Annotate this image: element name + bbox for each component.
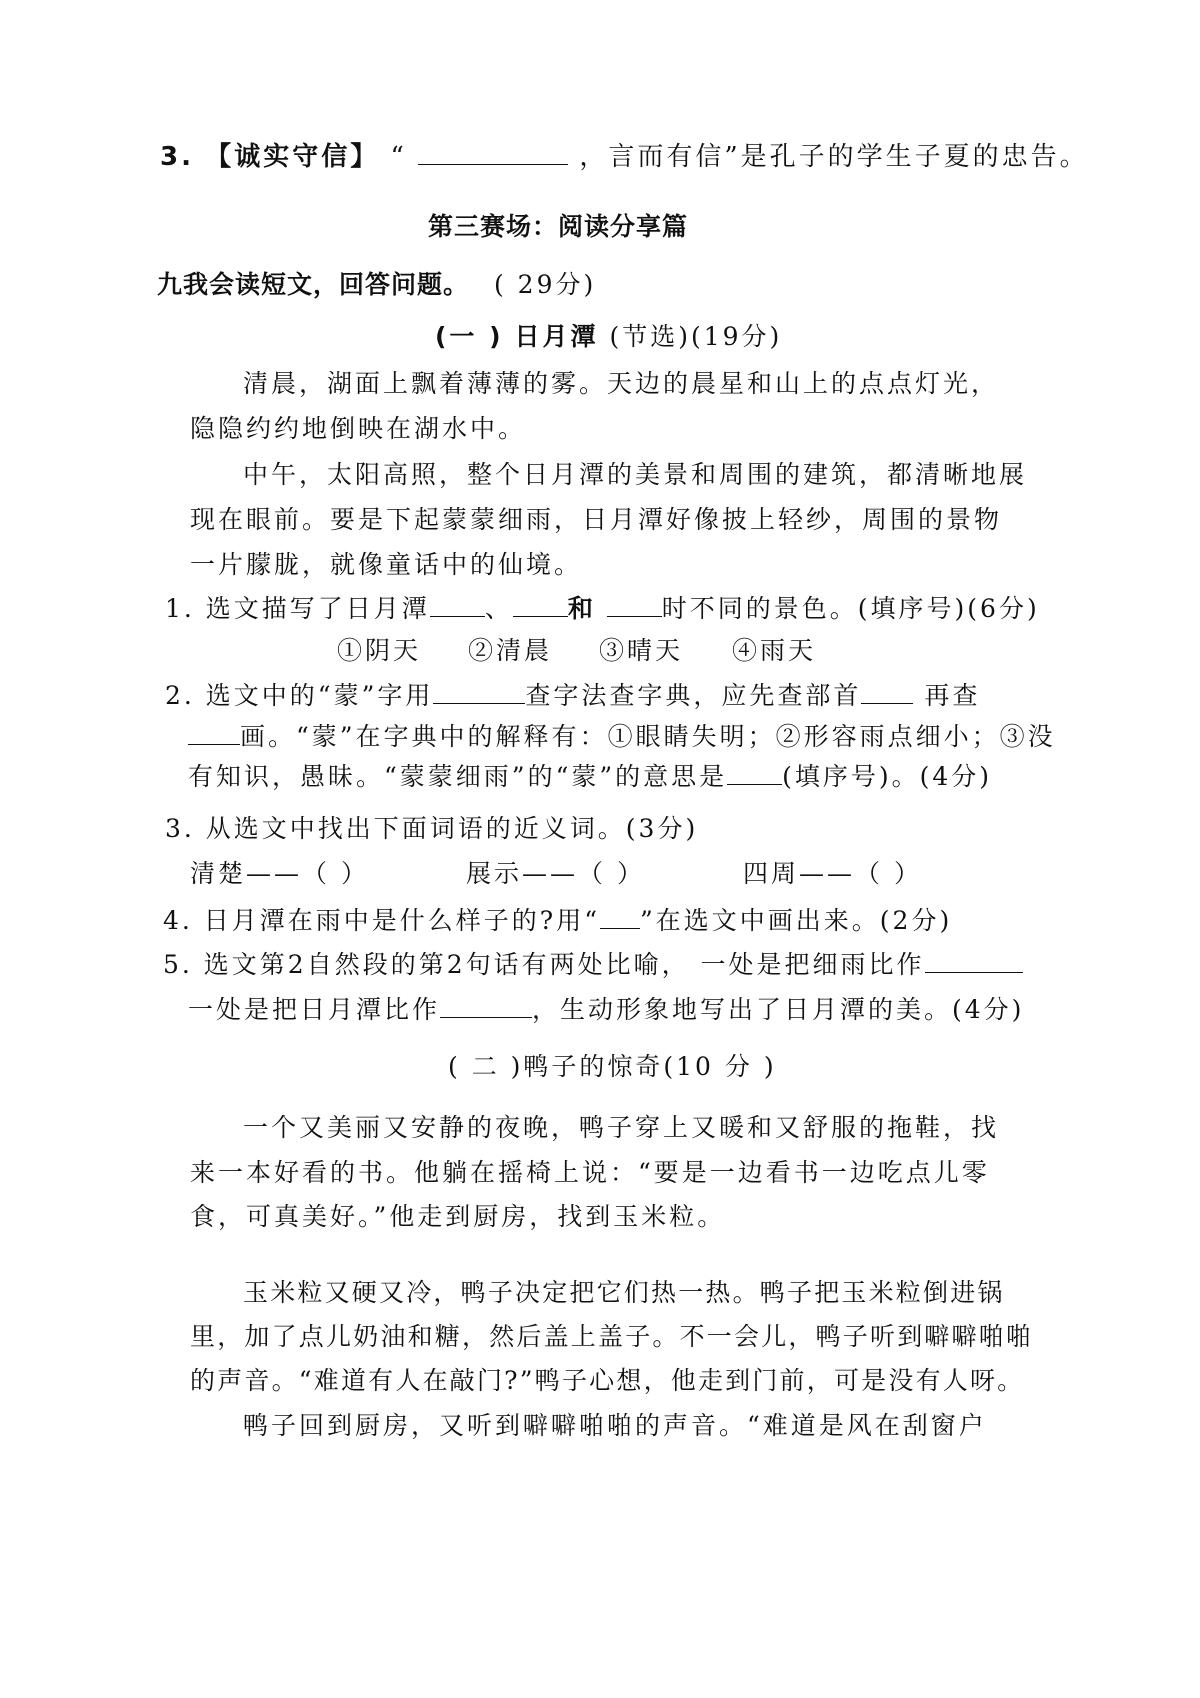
part9-heading (157, 268, 596, 302)
q3-answer-blank[interactable] (418, 140, 568, 165)
q2-blank-2[interactable] (861, 679, 913, 704)
part9-title: 九我会读短文，回答问题。 (157, 270, 470, 299)
passage1-line: 隐隐约约地倒映在湖水中。 (190, 414, 527, 443)
passage2-line: 里，加了点儿奶油和糖，然后盖上盖子。不一会儿，鸭子听到噼噼啪啪 (190, 1322, 1034, 1351)
passage2-line: 的声音。“难道有人在敲门?”鸭子心想，他走到门前，可是没有人呀。 (190, 1366, 1025, 1395)
passage1-title (435, 320, 782, 354)
question-2-cont: 画。“蒙”在字典中的解释有：①眼睛失明；②形容雨点细小；③没 (188, 720, 1056, 754)
q1-option: ②清晨 (468, 636, 553, 665)
passage1-line: 一片朦胧，就像童话中的仙境。 (190, 550, 583, 579)
part9-score: ( 29分) (493, 270, 597, 299)
q2-blank-4[interactable] (727, 760, 782, 785)
q3-rest: ，言而有信”是孔子的学生子夏的忠告。 (579, 142, 1089, 172)
q1-option: ③晴天 (599, 636, 684, 665)
q1-blank-2[interactable] (513, 592, 568, 617)
q1-option: ①阴天 (337, 636, 422, 665)
q1-blank-3[interactable] (607, 592, 662, 617)
question-4: 4. 日月潭在雨中是什么样子的?用“ ”在选文中画出来。(2分) (163, 906, 953, 935)
passage1-line: 中午，太阳高照，整个日月潭的美景和周围的建筑，都清晰地展 (243, 460, 1028, 489)
q3-line (160, 140, 1089, 174)
passage2-line: 一个又美丽又安静的夜晚，鸭子穿上又暖和又舒服的拖鞋，找 (243, 1113, 1000, 1142)
q3-synonym-item[interactable]: 展示——（ ） (466, 859, 645, 888)
passage1-title-num: (一 ) (435, 322, 504, 351)
q1-blank-1[interactable] (430, 592, 485, 617)
passage2-line: 玉米粒又硬又冷，鸭子决定把它们热一热。鸭子把玉米粒倒进锅 (243, 1278, 1005, 1307)
passage1-title-name: 日月潭 (514, 322, 599, 351)
question-3-title: 3. 从选文中找出下面词语的近义词。(3分) (165, 814, 699, 843)
section-title: 第三赛场：阅读分享篇 (428, 212, 689, 241)
question-1: 1. 选文描写了日月潭 、 和 时不同的景色。(填序号)(6分) (165, 594, 1040, 623)
passage1-line: 清晨，湖面上飘着薄薄的雾。天边的晨星和山上的点点灯光， (243, 369, 1000, 398)
q5-blank-2[interactable] (440, 993, 532, 1018)
question-2-cont: 有知识，愚昧。“蒙蒙细雨”的“蒙”的意思是 (填序号)。(4分) (188, 762, 993, 791)
q1-option: ④雨天 (732, 636, 817, 665)
passage1-line: 现在眼前。要是下起蒙蒙细雨，日月潭好像披上轻纱，周围的景物 (190, 505, 1003, 534)
passage2-line: 食，可真美好。”他走到厨房，找到玉米粒。 (190, 1202, 726, 1231)
q5-blank-1[interactable] (925, 948, 1023, 973)
question-5-cont: 一处是把日月潭比作 ，生动形象地写出了日月潭的美。(4分) (188, 995, 1025, 1024)
passage1-title-note: (节选)(19分) (609, 322, 783, 351)
q2-blank-1[interactable] (433, 679, 525, 704)
q2-blank-3[interactable] (188, 720, 240, 745)
q3-synonym-item[interactable]: 清楚——（ ） (190, 859, 369, 888)
question-2: 2. 选文中的“蒙”字用 查字法查字典，应先查部首 再查 (165, 681, 981, 710)
passage2-line: 鸭子回到厨房，又听到噼噼啪啪的声音。“难道是风在刮窗户 (243, 1411, 987, 1440)
q3-synonym-item[interactable]: 四周——（ ） (743, 859, 922, 888)
question-5: 5. 选文第2自然段的第2句话有两处比喻， 一处是把细雨比作 (163, 948, 1023, 982)
q3-number: 3. (160, 142, 194, 172)
q3-tag: 【诚实守信】 (205, 142, 380, 172)
q4-underline-mark (600, 904, 640, 929)
q3-open-quote: “ (390, 142, 407, 172)
passage2-line: 来一本好看的书。他躺在摇椅上说：“要是一边看书一边吃点儿零 (190, 1158, 990, 1187)
passage2-title: ( 二 )鸭子的惊奇(10 分 ) (448, 1052, 777, 1081)
